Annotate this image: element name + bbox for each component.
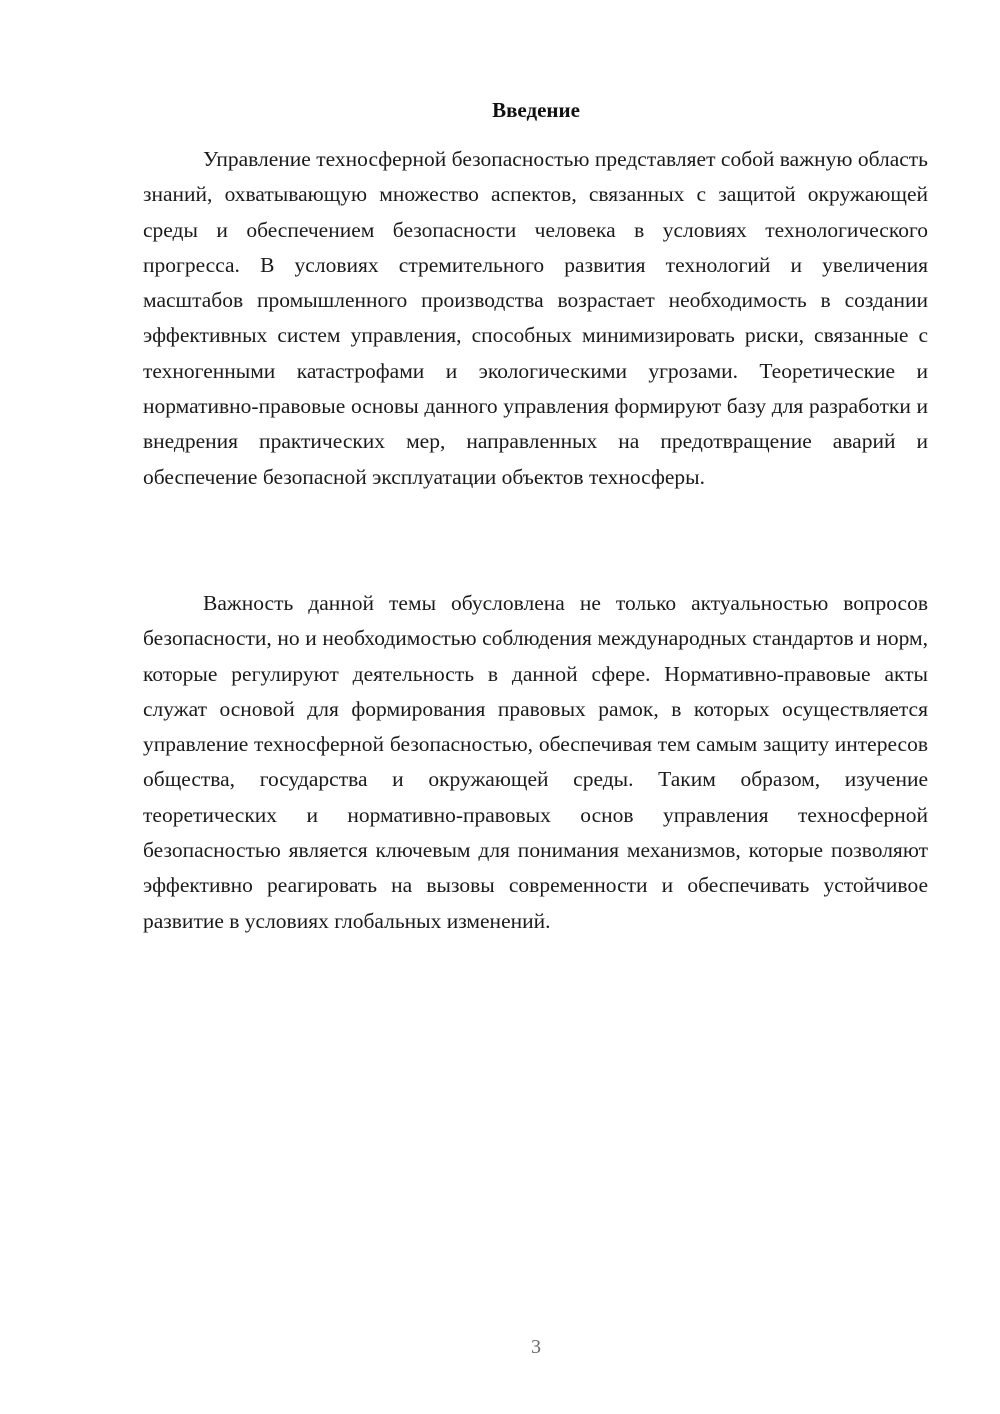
section-heading: Введение	[492, 98, 580, 122]
paragraph-importance: Важность данной темы обусловлена не только актуальностью вопросов безопасности, но и необходимостью соблюдения международных стандартов и норм, которые регулируют деятельность в данной сфере. Нормативно-правовые акты служат основой для формирования правовых рамок, в которых осуществляется управление техносферной безопасностью, обеспечивая тем самым защиту интересов общества, государства и окружающей среды. Таким образом, изучение теоретических и нормативно-правовых основ управления техносферной безопасностью является ключевым для понимания механизмов, которые позволяют эффективно реагировать на вызовы современности и обеспечивать устойчивое развитие в условиях глобальных изменений.	[143, 591, 928, 933]
paragraph-intro: Управление техносферной безопасностью представляет собой важную область знаний, охватывающую множество аспектов, связанных с защитой окружающей среды и обеспечением безопасности человека в условиях технологического прогресса. В условиях стремительного развития технологий и увеличения масштабов промышленного производства возрастает необходимость в создании эффективных систем управления, способных минимизировать риски, связанные с техногенными катастрофами и экологическими угрозами. Теоретические и нормативно-правовые основы данного управления формируют базу для разработки и внедрения практических мер, направленных на предотвращение аварий и обеспечение безопасной эксплуатации объектов техносферы.	[143, 147, 928, 489]
page-number: 3	[531, 1336, 541, 1358]
